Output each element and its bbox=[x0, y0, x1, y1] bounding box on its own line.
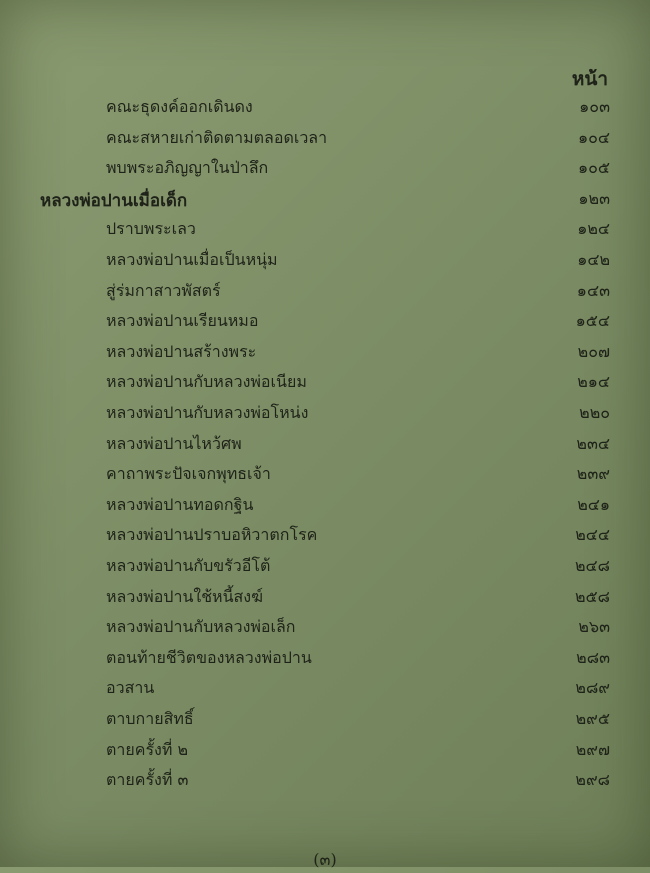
toc-entry-title: หลวงพ่อปานเรียนหมอ bbox=[106, 311, 259, 331]
toc-entry-title: หลวงพ่อปานปราบอหิวาตกโรค bbox=[106, 525, 318, 545]
toc-entry bbox=[0, 462, 650, 492]
toc-entry-page: ๒๕๘ bbox=[575, 586, 610, 606]
toc-entry-title: หลวงพ่อปานกับขรัวอีโต้ bbox=[106, 556, 271, 575]
toc-entry-title: ตาบกายสิทธิ์ bbox=[106, 709, 194, 728]
toc-entry-page: ๒๙๗ bbox=[575, 739, 610, 759]
toc-entry bbox=[0, 585, 650, 615]
toc-entry-page: ๑๒๔ bbox=[577, 219, 610, 239]
toc-entry bbox=[0, 217, 650, 247]
toc-entry-page: ๒๔๔ bbox=[575, 525, 610, 545]
toc-entry-page: ๒๔๑ bbox=[577, 494, 610, 514]
page-column-header: หน้า bbox=[571, 68, 608, 90]
toc-entry-title: หลวงพ่อปานทอดกฐิน bbox=[106, 494, 254, 514]
page-footer-number: (๓) bbox=[313, 850, 337, 869]
toc-entry bbox=[0, 707, 650, 737]
toc-entry bbox=[0, 126, 650, 156]
toc-entry-title: ตอนท้ายชีวิตของหลวงพ่อปาน bbox=[106, 647, 312, 667]
toc-entry bbox=[0, 432, 650, 462]
toc-entry-title: หลวงพ่อปานกับหลวงพ่อเล็ก bbox=[106, 617, 296, 637]
toc-chapter-entry bbox=[0, 187, 650, 217]
toc-entry-title: ตายครั้งที่ ๒ bbox=[106, 739, 189, 759]
toc-entry-page: ๒๘๓ bbox=[576, 647, 610, 667]
toc-entry-title: หลวงพ่อปานกับหลวงพ่อเนียม bbox=[106, 372, 307, 392]
toc-entry-title: คณะสหายเก่าติดตามตลอดเวลา bbox=[106, 127, 328, 147]
toc-entry bbox=[0, 493, 650, 523]
toc-entry bbox=[0, 370, 650, 400]
toc-entry-page: ๑๐๔ bbox=[577, 127, 610, 147]
toc-entry-title: ปราบพระเลว bbox=[106, 219, 196, 239]
toc-entry-title: หลวงพ่อปานเมื่อเป็นหนุ่ม bbox=[106, 250, 278, 269]
toc-entry-page: ๒๙๘ bbox=[575, 770, 610, 790]
toc-entry bbox=[0, 554, 650, 584]
toc-entry-title: หลวงพ่อปานไหว้ศพ bbox=[106, 433, 242, 453]
toc-entry bbox=[0, 309, 650, 339]
toc-entry-title: พบพระอภิญญาในป่าลึก bbox=[106, 158, 269, 178]
toc-entry-title: หลวงพ่อปานเมื่อเด็ก bbox=[40, 190, 188, 211]
toc-entry-page: ๒๘๙ bbox=[575, 678, 610, 698]
toc-entry-page: ๒๒๐ bbox=[579, 403, 610, 422]
toc-entry bbox=[0, 248, 650, 278]
toc-entry bbox=[0, 95, 650, 125]
toc-entry-page: ๒๐๗ bbox=[577, 341, 610, 361]
toc-entry-page: ๒๔๘ bbox=[575, 556, 610, 575]
toc-entry bbox=[0, 768, 650, 798]
toc-entry-page: ๑๔๒ bbox=[577, 250, 610, 269]
toc-entry-page: ๑๐๓ bbox=[579, 97, 610, 116]
toc-entry-page: ๑๐๕ bbox=[577, 158, 610, 178]
toc-entry-page: ๒๓๔ bbox=[576, 433, 610, 453]
toc-entry bbox=[0, 646, 650, 676]
toc-entry-page: ๒๙๕ bbox=[575, 709, 610, 728]
toc-entry-title: สู่ร่มกาสาวพัสตร์ bbox=[106, 280, 221, 300]
toc-entry-title: คาถาพระปัจเจกพุทธเจ้า bbox=[106, 464, 271, 484]
toc-entry-page: ๒๓๙ bbox=[576, 464, 610, 484]
toc-entry-page: ๑๒๓ bbox=[578, 188, 610, 208]
toc-entry bbox=[0, 523, 650, 553]
toc-entry-title: หลวงพ่อปานสร้างพระ bbox=[106, 341, 257, 361]
toc-entry bbox=[0, 340, 650, 370]
toc-entry bbox=[0, 156, 650, 186]
toc-entry-title: หลวงพ่อปานกับหลวงพ่อโหน่ง bbox=[106, 403, 309, 422]
toc-entry bbox=[0, 738, 650, 768]
toc-entry-page: ๒๖๓ bbox=[578, 617, 610, 637]
toc-entry bbox=[0, 279, 650, 309]
toc-entry-title: ตายครั้งที่ ๓ bbox=[106, 770, 189, 790]
toc-entry bbox=[0, 615, 650, 645]
toc-entry-page: ๑๔๓ bbox=[576, 280, 610, 300]
toc-entry-page: ๒๑๔ bbox=[577, 372, 610, 392]
toc-entry-title: อวสาน bbox=[106, 678, 155, 698]
toc-entry-title: หลวงพ่อปานใช้หนี้สงฆ์ bbox=[106, 586, 263, 606]
toc-entry bbox=[0, 401, 650, 431]
toc-entry-page: ๑๕๔ bbox=[575, 311, 610, 331]
toc-entry bbox=[0, 676, 650, 706]
toc-entry-title: คณะธุดงค์ออกเดินดง bbox=[106, 97, 253, 116]
